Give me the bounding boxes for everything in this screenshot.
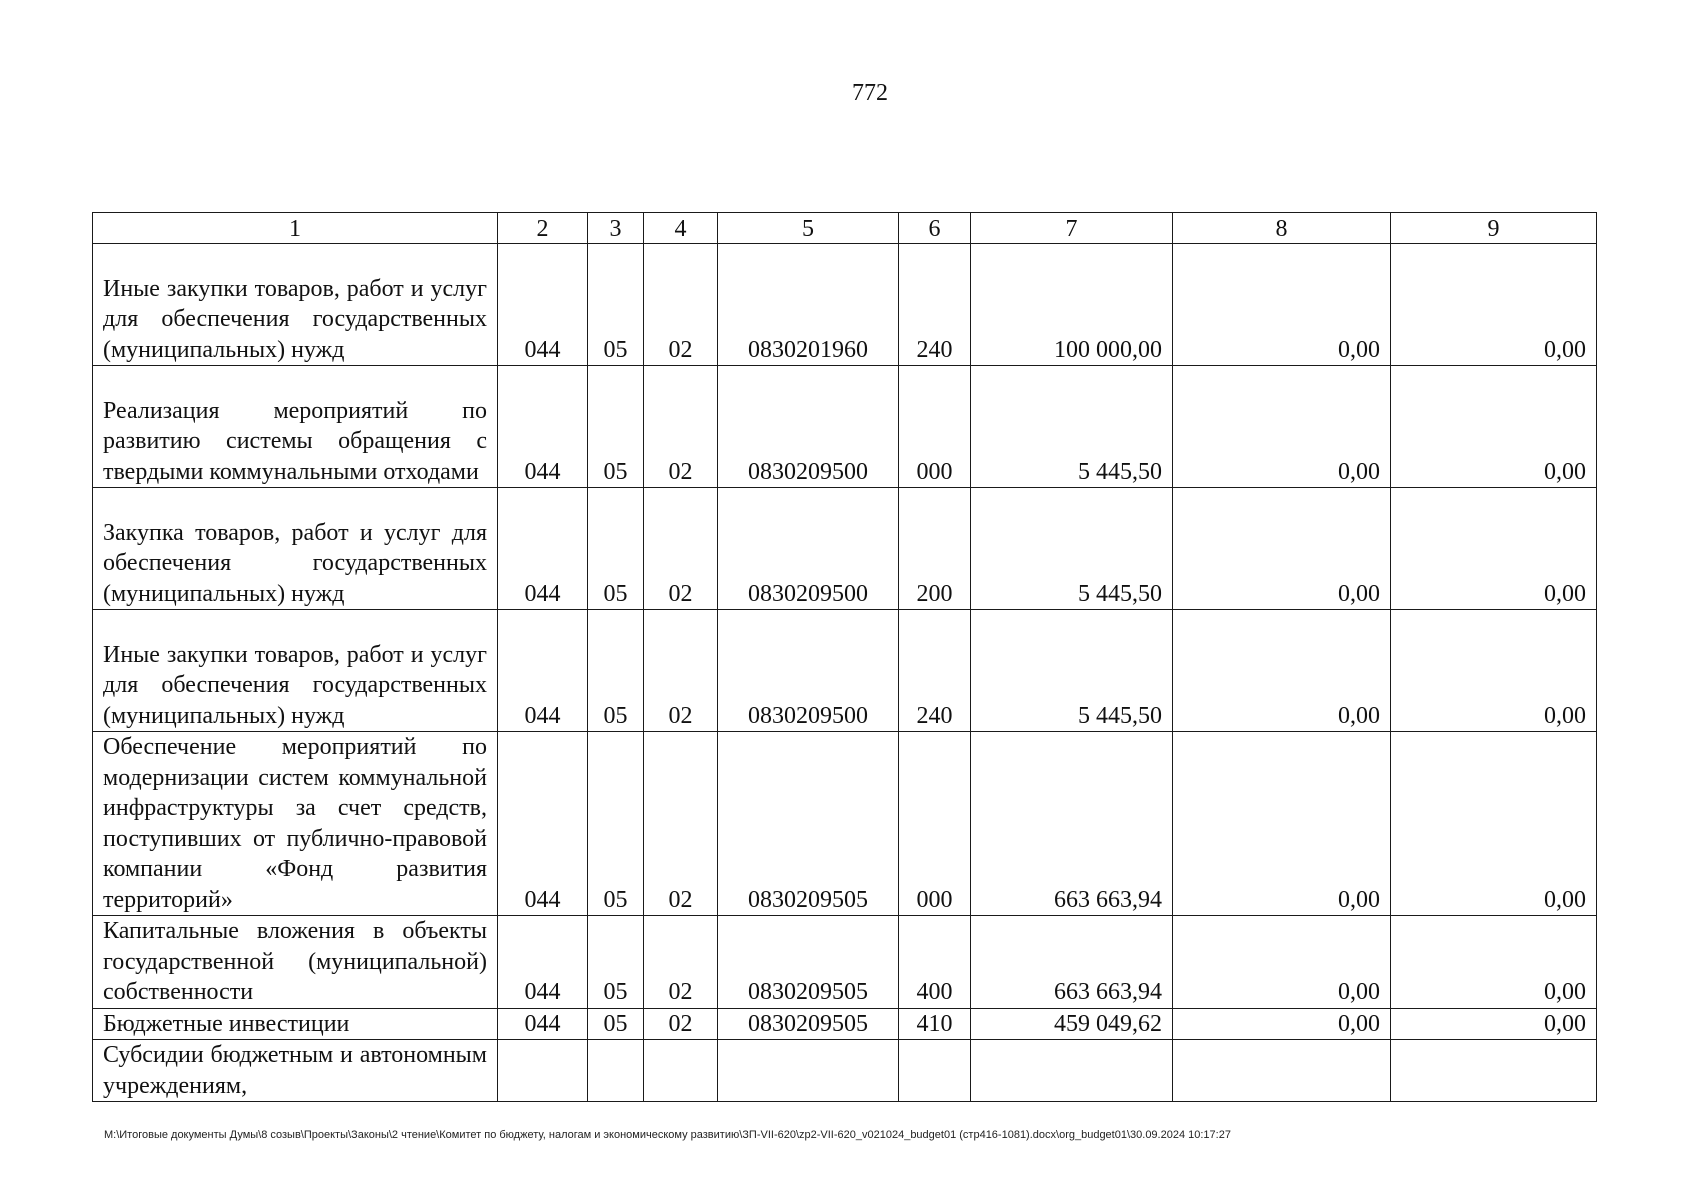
header-cell: 1 xyxy=(93,213,498,244)
row-name-cell: Обеспечение мероприятий по модернизации систем коммунальной инфраструктуры за счет средств, поступивших от публично-правовой компании «Фонд развития территорий» xyxy=(93,732,498,916)
row-code-cell: 0830209505 xyxy=(718,1008,899,1040)
row-code-cell xyxy=(899,1040,971,1102)
row-amount-cell: 0,00 xyxy=(1391,488,1597,610)
header-cell: 6 xyxy=(899,213,971,244)
row-code-cell: 05 xyxy=(588,1008,644,1040)
header-cell: 2 xyxy=(498,213,588,244)
row-amount-cell: 5 445,50 xyxy=(971,366,1173,488)
row-code-cell: 05 xyxy=(588,244,644,366)
budget-table xyxy=(92,212,1597,1102)
row-amount-cell: 0,00 xyxy=(1391,732,1597,916)
row-code-cell xyxy=(498,1040,588,1102)
row-code-cell: 044 xyxy=(498,244,588,366)
row-name-cell: Субсидии бюджетным и автономным учреждениям, xyxy=(93,1040,498,1102)
row-amount-cell xyxy=(971,1040,1173,1102)
row-amount-cell: 0,00 xyxy=(1173,732,1391,916)
row-amount-cell: 0,00 xyxy=(1173,1008,1391,1040)
row-name-cell: Реализация мероприятий по развитию системы обращения с твердыми коммунальными отходами xyxy=(93,366,498,488)
table-row xyxy=(93,1008,1597,1040)
row-amount-cell: 663 663,94 xyxy=(971,916,1173,1009)
file-path-footer: M:\Итоговые документы Думы\8 созыв\Проекты\Законы\2 чтение\Комитет по бюджету, налогам и экономическому развитию\ЗП-VII-620\zp2-VII-620_v021024_budget01 (стр416-1081).docx\org_budget01\30.09.2024 10:17:27 xyxy=(104,1129,1231,1141)
row-code-cell: 02 xyxy=(644,488,718,610)
table-header-row xyxy=(93,213,1597,244)
row-code-cell: 000 xyxy=(899,366,971,488)
header-cell: 8 xyxy=(1173,213,1391,244)
header-cell: 9 xyxy=(1391,213,1597,244)
row-code-cell: 044 xyxy=(498,366,588,488)
row-code-cell: 400 xyxy=(899,916,971,1009)
row-code-cell: 05 xyxy=(588,732,644,916)
row-code-cell: 05 xyxy=(588,916,644,1009)
row-code-cell xyxy=(588,1040,644,1102)
header-cell: 7 xyxy=(971,213,1173,244)
row-code-cell: 0830209505 xyxy=(718,732,899,916)
row-amount-cell: 0,00 xyxy=(1173,916,1391,1009)
row-amount-cell: 5 445,50 xyxy=(971,488,1173,610)
row-amount-cell: 0,00 xyxy=(1173,610,1391,732)
row-amount-cell: 459 049,62 xyxy=(971,1008,1173,1040)
row-code-cell: 044 xyxy=(498,488,588,610)
row-code-cell: 0830209505 xyxy=(718,916,899,1009)
row-code-cell: 05 xyxy=(588,488,644,610)
row-name-cell: Иные закупки товаров, работ и услуг для обеспечения государственных (муниципальных) нужд xyxy=(93,610,498,732)
row-amount-cell: 0,00 xyxy=(1391,366,1597,488)
row-amount-cell: 100 000,00 xyxy=(971,244,1173,366)
row-code-cell: 02 xyxy=(644,732,718,916)
row-amount-cell: 5 445,50 xyxy=(971,610,1173,732)
row-name-cell: Иные закупки товаров, работ и услуг для обеспечения государственных (муниципальных) нужд xyxy=(93,244,498,366)
header-cell: 4 xyxy=(644,213,718,244)
table-row xyxy=(93,732,1597,916)
row-name-cell: Бюджетные инвестиции xyxy=(93,1008,498,1040)
row-code-cell: 410 xyxy=(899,1008,971,1040)
row-name-cell: Капитальные вложения в объекты государственной (муниципальной) собственности xyxy=(93,916,498,1009)
table-row xyxy=(93,488,1597,610)
table-row xyxy=(93,244,1597,366)
row-code-cell: 05 xyxy=(588,610,644,732)
row-code-cell: 240 xyxy=(899,610,971,732)
row-amount-cell: 0,00 xyxy=(1391,1008,1597,1040)
row-code-cell: 02 xyxy=(644,916,718,1009)
row-code-cell: 240 xyxy=(899,244,971,366)
row-code-cell: 05 xyxy=(588,366,644,488)
row-amount-cell xyxy=(1173,1040,1391,1102)
table-row xyxy=(93,1040,1597,1102)
row-code-cell xyxy=(644,1040,718,1102)
row-code-cell: 200 xyxy=(899,488,971,610)
table-row xyxy=(93,366,1597,488)
page-number: 772 xyxy=(852,80,888,106)
table-row xyxy=(93,916,1597,1009)
row-code-cell: 02 xyxy=(644,244,718,366)
row-code-cell: 044 xyxy=(498,732,588,916)
header-cell: 3 xyxy=(588,213,644,244)
row-code-cell xyxy=(718,1040,899,1102)
row-code-cell: 0830209500 xyxy=(718,610,899,732)
row-code-cell: 02 xyxy=(644,366,718,488)
row-amount-cell: 0,00 xyxy=(1173,244,1391,366)
header-cell: 5 xyxy=(718,213,899,244)
row-code-cell: 000 xyxy=(899,732,971,916)
row-code-cell: 044 xyxy=(498,1008,588,1040)
row-code-cell: 02 xyxy=(644,610,718,732)
row-name-cell: Закупка товаров, работ и услуг для обеспечения государственных (муниципальных) нужд xyxy=(93,488,498,610)
row-amount-cell: 0,00 xyxy=(1173,488,1391,610)
row-amount-cell: 0,00 xyxy=(1391,610,1597,732)
row-amount-cell: 0,00 xyxy=(1391,916,1597,1009)
row-code-cell: 044 xyxy=(498,610,588,732)
table-row xyxy=(93,610,1597,732)
row-code-cell: 0830209500 xyxy=(718,366,899,488)
row-amount-cell: 0,00 xyxy=(1173,366,1391,488)
row-code-cell: 02 xyxy=(644,1008,718,1040)
row-amount-cell: 663 663,94 xyxy=(971,732,1173,916)
row-code-cell: 044 xyxy=(498,916,588,1009)
row-amount-cell: 0,00 xyxy=(1391,244,1597,366)
row-code-cell: 0830209500 xyxy=(718,488,899,610)
row-code-cell: 0830201960 xyxy=(718,244,899,366)
row-amount-cell xyxy=(1391,1040,1597,1102)
